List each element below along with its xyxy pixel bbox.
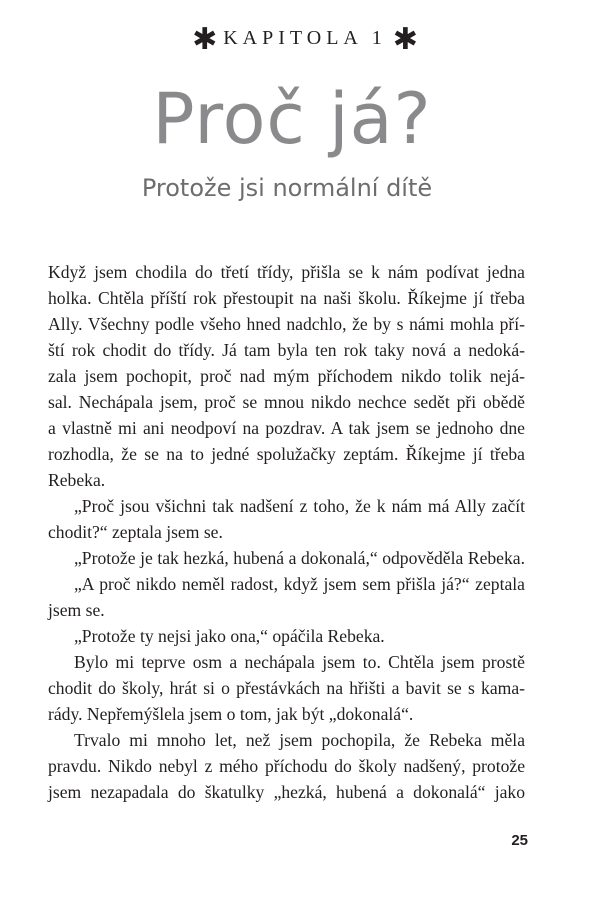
text-line: Rebeka. [48,470,106,490]
text-line: Bylo mi teprve osm a nechápala jsem to. Chtěla jsem prostě [74,652,525,672]
text-line: Když jsem chodila do třetí třídy, přišla se k nám podívat jedna [48,262,525,282]
text-line: „Protože ty nejsi jako ona,“ opáčila Rebeka. [74,626,385,646]
asterisk-icon: ✱ [192,22,218,57]
body-text [48,259,525,805]
text-line: a vlastně mi ani neodpoví na pozdrav. A tak jsem se jednoho dne [48,418,525,438]
text-line: holka. Chtěla příští rok přestoupit na naši školu. Říkejme jí třeba [48,288,525,308]
text-line: chodit do školy, hrát si o přestávkách na hřišti a bavit se s kama- [48,678,525,698]
chapter-label: KAPITOLA 1 [223,27,387,49]
text-line: rády. Nepřemýšlela jsem o tom, jak být „dokonalá“. [48,704,414,724]
text-line: rozhodla, že se na to jedné spolužačky zeptám. Říkejme jí třeba [48,444,525,464]
text-line: jsem nezapadala do škatulky „hezká, hubená a dokonalá“ jako [48,782,525,802]
asterisk-icon: ✱ [392,22,418,57]
text-line: „A proč nikdo neměl radost, když jsem sem přišla já?“ zeptala [74,574,525,594]
text-line: sal. Nechápala jsem, proč se mnou nikdo nechce sedět při obědě [48,392,525,412]
text-line: Trvalo mi mnoho let, než jsem pochopila, že Rebeka měla [74,730,525,750]
text-line: chodit?“ zeptala jsem se. [48,522,223,542]
chapter-title: Proč já? [152,78,432,160]
text-line: zala jsem pochopit, proč nad mým příchodem nikdo tolik nejá- [48,366,525,386]
chapter-subtitle: Protože jsi normální dítě [141,174,433,202]
text-line: jsem se. [48,600,105,620]
text-line: „Protože je tak hezká, hubená a dokonalá,“ odpověděla Rebeka. [74,548,525,568]
text-line: „Proč jsou všichni tak nadšení z toho, že k nám má Ally začít [74,496,525,516]
text-line: ští rok chodit do třídy. Já tam byla ten rok taky nová a nedoká- [48,340,525,360]
text-line: pravdu. Nikdo nebyl z mého příchodu do školy nadšený, protože [48,756,525,776]
chapter-heading [0,22,610,57]
text-line: Ally. Všechny podle všeho hned nadchlo, že by s námi mohla pří- [48,314,525,334]
page-number: 25 [511,832,528,849]
